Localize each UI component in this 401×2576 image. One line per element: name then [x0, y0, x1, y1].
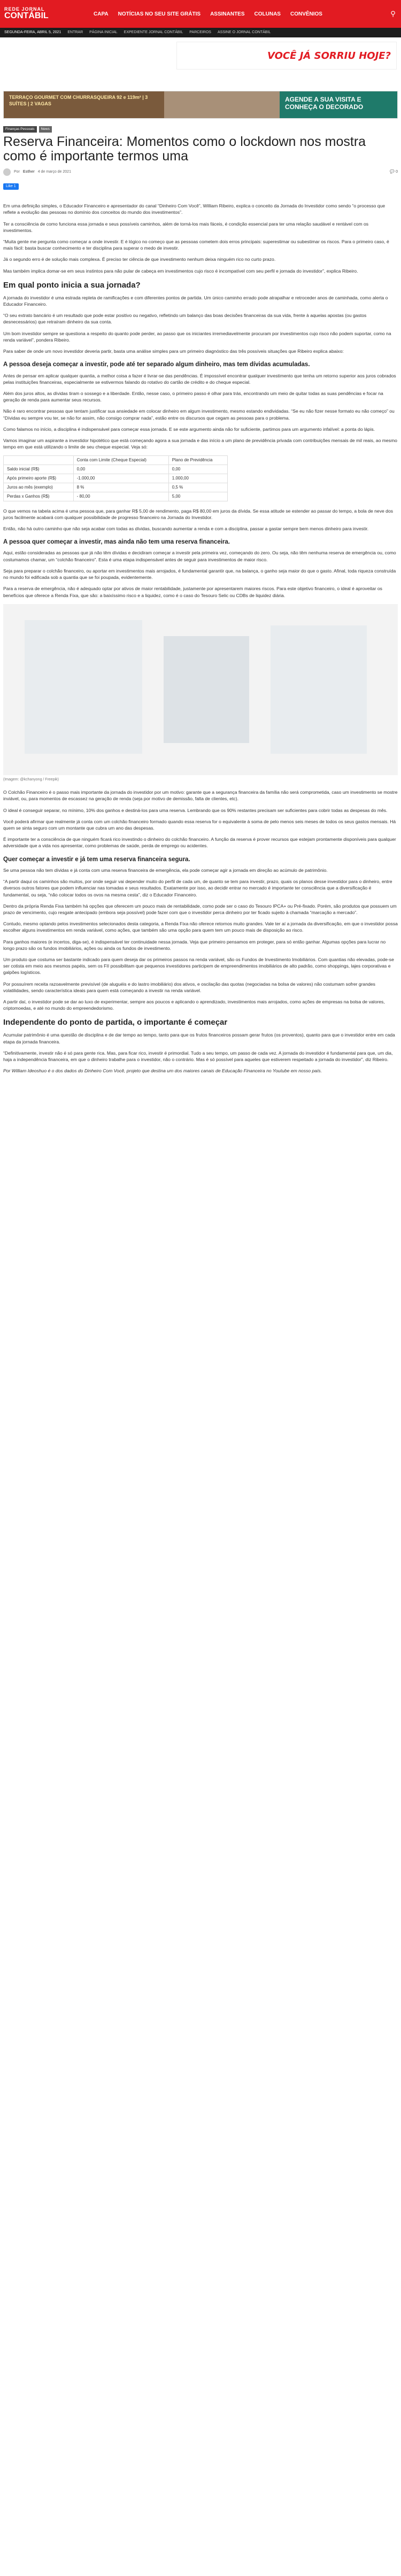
paragraph: Não é raro encontrar pessoas que tentam justificar sua ansiedade em colocar dinheiro em algum investimento, mesmo estando endividadas. “Se eu não fizer nesse formato eu não começo” ou “Dívidas eu sempre vou ter, se não for assim, não consigo comprar nada”, estão entre os discursos que cegam as pessoas para o problema. [3, 408, 395, 421]
table-cell: Perdas x Ganhos (R$) [4, 492, 74, 501]
comparison-table [3, 455, 228, 501]
nav-item-convenios[interactable]: CONVÊNIOS [290, 11, 322, 17]
paragraph: Se uma pessoa não tem dívidas e já conta com uma reserva financeira de emergência, ela pode começar agir a jornada em direção ao acúmulo de patrimônio. [3, 868, 328, 873]
paragraph: Já o segundo erro é de solução mais complexa. É preciso ter ciência de que investimento nenhum deixa ninguém rico no curto prazo. [3, 257, 276, 262]
category-tags [3, 126, 398, 133]
current-date: SEGUNDA-FEIRA, ABRIL 5, 2021 [4, 30, 61, 34]
table-cell: Juros ao mês (exemplo) [4, 483, 74, 492]
subsection-heading: A pessoa quer começar a investir, mas ainda não tem uma reserva financeira. [3, 539, 230, 546]
subnav-pagina-inicial[interactable]: PÁGINA INICIAL [89, 30, 118, 34]
ad-right-text: AGENDE A SUA VISITA E CONHEÇA O DECORADO [280, 91, 397, 118]
table-cell: 0,00 [168, 465, 227, 474]
paragraph: Um bom investidor sempre se questiona a respeito do quanto pode perder, ao passo que os iniciantes irremediavelmente procuram por investimentos cujo risco não podem suportar, como na renda variável”, pondera Ribeiro. [3, 330, 391, 343]
paragraph: “Muita gente me pergunta como começar a onde investir. E é lógico no começo que as pessoas cometem dois erros principais: superestimar ou subestimar os riscos. Para o primeiro caso, é mais fácil: basta buscar conhecimento e ter disciplina para superar o medo de investir. [3, 239, 389, 251]
author-name[interactable]: Esther [22, 169, 35, 174]
main-menu [89, 10, 385, 18]
nav-item-assinantes[interactable]: ASSINANTES [210, 11, 245, 17]
paragraph: Contudo, mesmo optando pelos investimentos selecionados desta categoria, a Renda Fixa não oferece retornos muito grandes. Vale ter aí a jornada da diversificação, em que o investidor possa escolher alguns investimentos em renda variável, como ações, que também são uma opção para quem tem um pouco mais de disposição ao risco. [3, 921, 398, 933]
table-cell: Plano de Previdência [168, 455, 227, 465]
paragraph: Para a reserva de emergência, não é adequado optar por ativos de maior rentabilidade, justamente por apresentarem maiores riscos. Para este objetivo financeiro, o ideal é aproveitar os benefícios que oferece a Renda Fixa, que são: a baixíssimo risco e a liquidez, como é o caso do Tesouro Selic ou CDBs de liquidez diária. [3, 586, 382, 598]
paragraph: Você poderá afirmar que realmente já conta com um colchão financeiro formado quando essa reserva for o equivalente à soma de pelo menos seis meses de todos os seus gastos mensais. Há quem se sinta seguro com um montante que cubra um ano das despesas. [3, 818, 396, 831]
subsection-heading: A pessoa deseja começar a investir, pode até ter separado algum dinheiro, mas tem dívidas acumuladas. [3, 361, 310, 368]
paragraph: Como falamos no início, a disciplina é indispensável para começar essa jornada. E se este argumento ainda não for suficiente, partimos para um argumento infalível: a ponta do lápis. [3, 426, 375, 432]
image-shape [164, 636, 249, 743]
subnav-parceiros[interactable]: PARCEIROS [189, 30, 211, 34]
paragraph: Vamos imaginar um aspirante a investidor hipotético que está começando agora a sua jornada e das início a um plano de previdência privada com contribuições mensais de mil reais, ao mesmo tempo em que está utilizando o limite de seu cheque especial. Veja só: [3, 438, 397, 450]
paragraph: Em uma definição simples, o Educador Financeiro e apresentador do canal “Dinheiro Com Você”, William Ribeiro, explica o conceito da Jornada do Investidor como sendo “o processo que reflete a evolução das pessoas no domínio dos conceitos do mundo dos investimentos”. [3, 203, 385, 215]
paragraph: A jornada do investidor é uma estrada repleta de ramificações e com diferentes pontos de partida. Um único caminho errado pode atrapalhar e retroceder anos de caminhada, como alerta o Educador Financeiro. [3, 295, 388, 307]
ad-photo [164, 91, 280, 118]
paragraph: Para saber de onde um novo investidor deveria partir, basta uma análise simples para um primeiro diagnóstico das três possíveis situações que Ribeiro explica abaixo: [3, 349, 344, 354]
table-cell: Saldo inicial (R$) [4, 465, 74, 474]
logo-line-2: CONTÁBIL [4, 11, 49, 21]
paragraph: Então, não há outro caminho que não seja acabar com todas as dívidas, buscando aumentar a renda e com a disciplina, passar a gastar sempre bem menos dinheiro para investir. [3, 525, 369, 531]
paragraph: Além dos juros altos, as dívidas tiram o sossego e a liberdade. Então, nesse caso, o primeiro passo é olhar para trás, encontrando um meio de quitar todas as suas pendências e focar na geração de renda para aumentar seus recursos. [3, 391, 383, 403]
paragraph: Um produto que costuma ser bastante indicado para quem deseja dar os primeiros passos na renda variável, são os Fundos de Investimento Imobiliários. Com quantias não elevadas, pode-se ser cotista em meio aos mesmos papéis, sem os FII possibilitam que pequenos investidores participem de empreendimentos imobiliários de alto padrão, como shoppings, lajes corporativas e galpões logísticos. [3, 957, 394, 976]
paragraph: O Colchão Financeiro é o passo mais importante da jornada do investidor por um motivo: garante que a segurança financeira da família não será comprometida, caso um investimento se mostre inviável, ou, para momentos de escassez na geração de renda (seja por motivo de demissão, falta de clientes, etc). [3, 790, 398, 802]
paragraph: A partir daí, o investidor pode se dar ao luxo de experimentar, sempre aos poucos e aplicando o aprendizado, investimentos mais arrojados, como ações de empresas na bolsa de valores, criptomoedas, e até no mundo do empreendedorismo. [3, 999, 385, 1011]
header-banner-ad[interactable] [176, 42, 397, 69]
banner-slogan: VOCÊ JÁ SORRIU HOJE? [267, 50, 391, 61]
image-shape [271, 625, 367, 754]
image-caption: (Imagem: @kchanyong / Freepik) [3, 777, 59, 782]
paragraph: O que vemos na tabela acima é uma pessoa que, para ganhar R$ 5,00 de rendimento, paga R$ 80,00 em juros da dívida. Se essa atitude se estender ao passar do tempo, a bola de neve dos juros facilmente acabará com qualquer possibilidade de progresso financeiro na Jornada do Investidor. [3, 508, 394, 520]
table-cell: 5,00 [168, 492, 227, 501]
comment-count-value: 0 [396, 169, 398, 174]
logo-line-1: REDE JORNAL [4, 6, 45, 12]
table-cell: Após primeiro aporte (R$) [4, 474, 74, 483]
paragraph: Dentro da própria Renda Fixa também há opções que oferecem um pouco mais de rentabilidade, como pode ser o caso do Tesouro IPCA+ ou Pré-fixado. Porém, são produtos que possuem um prazo de vencimento, cujo resgate antecipado (embora seja possível) pode fazer com que o investidor perca dinheiro por ter ficado sujeito à chamada “marcação a mercado”. [3, 903, 397, 916]
table-row [4, 474, 228, 483]
paragraph: Aqui, estão consideradas as pessoas que já não têm dívidas e decidiram começar a investir pela primeira vez, começando do zero. Ou seja, não têm nenhuma reserva de emergência ou, como costumamos chamar, um “colchão financeiro”. Esta é uma etapa indispensável antes de seguir para investimentos de maior risco. [3, 550, 396, 562]
subnav-expediente[interactable]: EXPEDIENTE JORNAL CONTÁBIL [124, 30, 183, 34]
paragraph: Mas também implica domar-se em seus instintos para não pular de cabeça em investimentos cujo risco é incompatível com seu perfil e jornada do investidor”, explica Ribeiro. [3, 268, 358, 274]
article-title: Reserva Financeira: Momentos como o lockdown nos mostra como é importante termos uma [3, 134, 366, 164]
table-row [4, 465, 228, 474]
tag-news[interactable]: News [39, 126, 52, 133]
table-cell: 8 % [73, 483, 168, 492]
comment-count[interactable]: 💬 0 [390, 169, 398, 174]
nav-item-colunas[interactable]: COLUNAS [254, 11, 281, 17]
paragraph: “O seu extrato bancário é um resultado que pode estar positivo ou negativo, refletindo um balanço das boas decisões financeiras da sua vida, frente à aquelas apostas (ou gastos desnecessários) que retraíram dinheiro da sua conta. [3, 313, 367, 325]
table-row [4, 483, 228, 492]
paragraph: Ter a consciência de como funciona essa jornada e seus possíveis caminhos, além de torná-los mais fáceis, é condição essencial para ter uma relação saudável e rentável com os investimentos. [3, 221, 369, 233]
table-row [4, 492, 228, 501]
site-logo[interactable] [4, 7, 84, 21]
paragraph: “A partir daqui os caminhos são muitos, por onde seguir vai depender muito do perfil de cada um, de quanto se tem para investir, prazo, quais os planos desse investidor para o dinheiro, entre diversos outros fatores que podem influenciar nas tomadas e seus resultados. Exatamente por isso, ao decidir entrar no mercado é importante ter consciência que a diversificação é fundamental, ou seja, “não colocar todos os ovos na mesma cesta”, diz o Educador Financeiro. [3, 879, 392, 898]
paragraph: “Definitivamente, investir não é só para gente rica. Mas, para ficar rico, investir é primordial. Tudo a seu tempo, um passo de cada vez. A jornada do investidor é fundamental para que, um dia, haja a independência financeira, em que o dinheiro trabalhe para o investidor, não o contrário. Mas é só possível para aqueles que estiverem respeitado a jornada do investidor”, diz Ribeiro. [3, 1050, 393, 1063]
author-avatar [3, 168, 11, 176]
paragraph: Antes de pensar em aplicar qualquer quantia, a melhor coisa a fazer é livrar-se das pendências. É impossível encontrar qualquer investimento que tenha um retorno superior aos juros cobrados pelas instituições financeiras, especialmente se estivermos falando do rotativo do cartão de crédito e do cheque especial. [3, 373, 396, 385]
top-navigation-bar [0, 0, 401, 28]
paragraph: Acumular patrimônio é uma questão de disciplina e de dar tempo ao tempo, tanto para que os frutos financeiros possam gerar frutos (os proventos), quanto para que o investidor entre em cada etapa da jornada financeira. [3, 1032, 395, 1045]
paragraph: Para ganhos maiores (e incertos, diga-se), é indispensável ter continuidade nessa jornada. Veja que primeiro pensamos em proteger, para só então ganhar. Algumas opções para lucrar no longo prazo são os fundos imobiliários, ações ou ainda os fundos de investimento. [3, 939, 386, 951]
author-note: Por William Ideoshuo é o dos dados do Dinheiro Com Você, projeto que destina um dos maiores canais de Educação Financeira no Youtube em nosso país. [3, 1068, 322, 1074]
table-cell: - 80,00 [73, 492, 168, 501]
nav-item-noticias[interactable]: NOTÍCIAS NO SEU SITE GRÁTIS [118, 11, 201, 17]
table-cell: -1.000,00 [73, 474, 168, 483]
table-header-row [4, 455, 228, 465]
table-cell: 0,00 [73, 465, 168, 474]
publish-date: 4 de março de 2021 [37, 169, 71, 174]
image-shape [25, 620, 142, 754]
table-cell: Conta com Limite (Cheque Especial) [73, 455, 168, 465]
facebook-like-button[interactable]: Like 1 [3, 183, 19, 190]
subnav-entrar[interactable]: ENTRAR [67, 30, 83, 34]
real-estate-ad[interactable] [3, 91, 398, 119]
paragraph: É importante ter a consciência de que ninguém ficará rico investindo o dinheiro do colchão financeiro. A função da reserva é prover recursos que estejam prontamente disponíveis para qualquer adversidade que a vida nos apresentar, como problemas de saúde, perda de emprego ou acidentes. [3, 837, 396, 849]
subsection-heading: Quer começar a investir e já tem uma reserva financeira segura. [3, 856, 190, 863]
tag-financas[interactable]: Finanças Pessoais [3, 126, 37, 133]
table-cell: 1.000,00 [168, 474, 227, 483]
paragraph: Por possuírem receita razoavelmente previsível (de aluguéis e do lastro imobiliário) dos ativos, e oscilação das quotas (negociadas na bolsa de valores) não costumam sofrer grandes volatilidades, sendo característica ideais para quem está começando a investir na renda variável. [3, 981, 375, 993]
secondary-bar [0, 28, 401, 37]
subnav-assine[interactable]: ASSINE O JORNAL CONTÁBIL [217, 30, 271, 34]
section-heading: Em qual ponto inicia a sua jornada? [3, 280, 141, 290]
article-container [0, 91, 401, 1074]
table-cell [4, 455, 74, 465]
byline [3, 168, 398, 176]
paragraph: O ideal é conseguir separar, no mínimo, 10% dos ganhos e destiná-los para uma reserva. Lembrando que os 90% restantes precisam ser suficientes para cobrir todas as despesas do mês. [3, 807, 388, 813]
table-cell: 0,5 % [168, 483, 227, 492]
paragraph: Seja para preparar o colchão financeiro, ou aportar em investimentos mais arrojados, é fundamental garantir que, na balança, o ganho seja maior do que o gasto. Afinal, toda riqueza construída no mundo foi edificada sob a quantia que se foi poupada, evidentemente. [3, 568, 396, 581]
search-icon[interactable]: ⚲ [390, 10, 396, 18]
nav-item-capa[interactable]: CAPA [94, 11, 109, 17]
section-heading: Independente do ponto de partida, o importante é começar [3, 1018, 228, 1027]
author-prefix: Por [14, 169, 20, 174]
article-image [3, 604, 398, 775]
ad-left-text: TERRAÇO GOURMET COM CHURRASQUEIRA 92 e 119m² | 3 SUÍTES | 2 VAGAS [4, 91, 164, 118]
